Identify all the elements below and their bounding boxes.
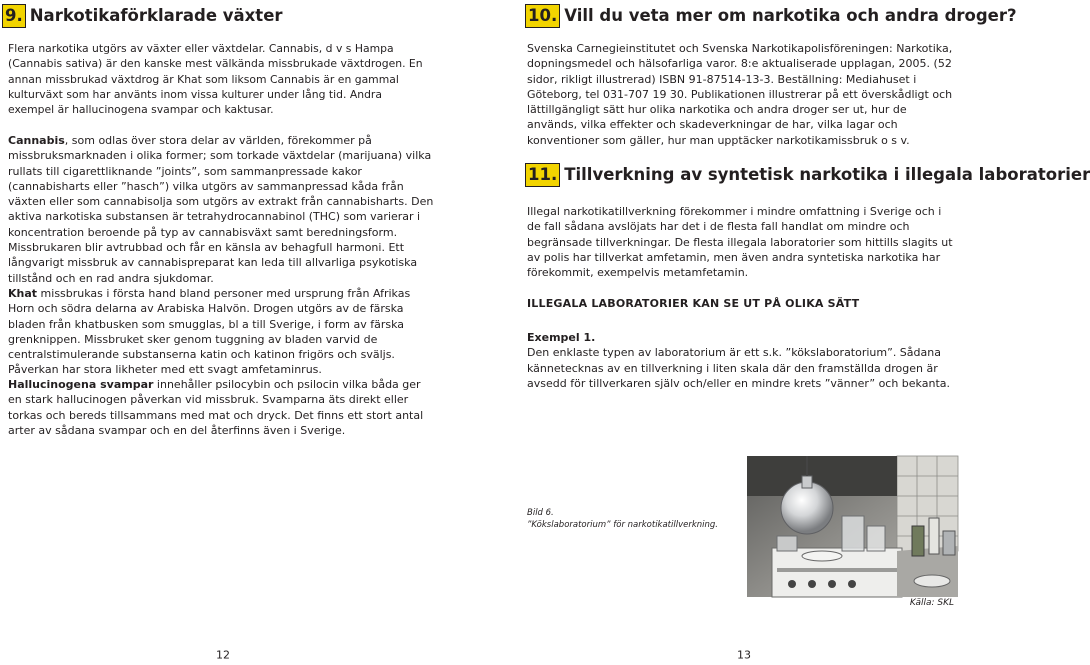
section-title: Narkotikaförklarade växter [29,6,283,25]
cannabis-text: , som odlas över stora delar av världen, förekommer på missbruksmarknaden i olika former; som torkade växtdelar (marijuana) vilka rullats till cigarettliknande ”joints”, som sammanpressade kakor (cannabisharts eller ”hasch”) vilka utgörs av sammanpressad kåda från växten eller som cannabisolja som utgörs av extrakt från cannabisharts. Den aktiva narkotiska substansen är tetrahydrocannabinol (THC) som varierar i koncentration beroende på typ av cannabisväxt samt beredningsform. Missbrukaren blir avtrubbad och får en känsla av behagfull harmoni. Ett långvarigt missbruk av cannabispreparat kan leda till allvarliga psykotiska tillstånd och en rad andra sjukdomar. [8,134,434,285]
kitchen-lab-photo [747,456,958,597]
khat-paragraph [8,286,436,378]
mushroom-lead: Hallucinogena svampar [8,378,154,391]
section-11-heading [525,163,1090,187]
khat-lead: Khat [8,287,38,300]
section-11-text [527,204,957,280]
section-title: Vill du veta mer om narkotika och andra droger? [564,6,1017,25]
cannabis-lead: Cannabis [8,134,65,147]
figure-caption [527,507,727,531]
section-number: 11. [525,163,560,187]
example-label: Exempel 1. [527,331,596,344]
section-number: 9. [2,4,26,28]
section-9-heading [2,4,283,28]
section-10-text [527,41,957,148]
section-11-body: Illegal narkotikatillverkning förekommer i mindre omfattning i Sverige och i de fall sådana avslöjats har det i de flesta fall handlat om mindre och begränsade tillverkningar. De flesta illegala laboratorier som hittills slagits ut av polis har tillverkat amfetamin, men även andra syntetiska narkotika har förekommit, exempelvis metamfetamin. [527,205,953,280]
example-text: Den enklaste typen av laboratorium är ett s.k. ”kökslaboratorium”. Sådana kännetecknas av en tillverkning i liten skala där den framställda drogen är avsedd för tillverkaren själv och/eller en mindre krets ”vänner” och bekanta. [527,346,951,390]
section-10-heading [525,4,1017,28]
mushroom-text: innehåller psilocybin och psilocin vilka båda ger en stark hallucinogen påverkan vid missbruk. Svamparna äts direkt eller torkas och bereds tillsammans med mat och dryck. Det finns ett stort antal arter av sådana svampar och en del återfinns även i Sverige. [8,378,424,437]
intro-paragraph [8,41,428,117]
page-number-left: 12 [216,648,230,662]
cannabis-paragraph [8,133,436,286]
mushroom-paragraph [8,377,436,438]
page-number-right: 13 [737,648,751,662]
caption-text: ”Kökslaboratorium” för narkotikatillverkning. [527,520,719,530]
subheading: ILLEGALA LABORATORIER KAN SE UT PÅ OLIKA SÄTT [527,297,860,310]
left-page [0,0,480,665]
khat-text: missbrukas i första hand bland personer med ursprung från Afrikas Horn och södra delarna av Arabiska Halvön. Drogen utgörs av de färska bladen från khatbusken som smugglas, bl a till Sverige, i form av färska grenknippen. Missbruket sker genom tuggning av bladen varvid de centralstimulerande substanserna katin och katinon frigörs och sväljs. Påverkan har stora likheter med ett svagt amfetaminrus. [8,287,411,377]
intro-text: Flera narkotika utgörs av växter eller växtdelar. Cannabis, d v s Hampa (Cannabis sativa) är den kanske mest välkända missbrukade växtdrogen. En annan missbrukad växtdrog är Khat som liksom Cannabis är en gammal kulturväxt som har använts inom vissa kulturer under lång tid. Andra exempel är hallucinogena svampar och kaktusar. [8,42,423,117]
section-title: Tillverkning av syntetisk narkotika i illegala laboratorier [564,165,1090,184]
example-paragraph [527,330,957,391]
section-10-body: Svenska Carnegieinstitutet och Svenska Narkotikapolisföreningen: Narkotika, dopningsmedel och hälsofarliga varor. 8:e aktualiserade upplagan, 2005. (52 sidor, rikligt illustrerad) ISBN 91-87514-13-3. Beställning: Mediahuset i Göteborg, tel 031-707 19 30. Publikationen illustrerar på ett överskådligt och lättillgängligt sätt hur olika narkotika och andra droger ser ut, hur de används, vilka effekter och skadeverkningar de har, vilka lagar och konventioner som gäller, hur man upptäcker narkotikamissbruk o s v. [527,42,953,147]
section-number: 10. [525,4,560,28]
caption-label: Bild 6. [527,508,554,518]
image-credit: Källa: SKL [909,598,954,608]
